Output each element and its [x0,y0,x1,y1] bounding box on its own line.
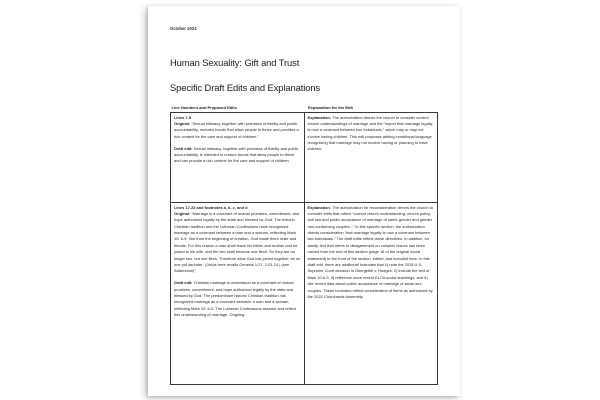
column-header-explanation: Explanation for the Edit [308,105,353,110]
line-reference-label: Lines 7-9 [174,114,192,120]
explanation-block [308,115,435,153]
table-row [171,112,438,202]
draft-edit-text: Christian marriage is understood as a covenant of mutual promises, commitment, and hope authorized legally by the state and blessed by God. The predominant historic Christian tradition has recognized marriage as a covenant between a man and a woman, reflecting Mark 10: 6-9. The Lutheran Confessions assume and reflect this understanding of marriage. Ongoing [174,280,296,318]
explanation-text: The authorization for reconsideration directs the church to consider edits that reflect “current church understanding, church policy, civil law and public acceptance of marriage of same-gender and gender non-conforming couples...” In this specific section, the authorization directs consideration “that marriage legally is now a covenant between two individuals.” The draft edits reflect these directives. In addition, for clarity, text that refers to disagreement on complex issues has been moved from the end of this section (page 18 of the original social statement) to the front of the section, edited, and included here. In this draft edit, there are additional footnotes that 1) note the 2015 U.S. Supreme Court decision in Obergefell v. Hodges, 2) include the text of Mark 10:6-9, 3) reference more recent ELCA social teachings, and 4) cite recent data about public acceptance of marriage of same-sex couples. These footnotes reflect consideration of items as authorized by the 2022 Churchwide Assembly. [307,204,433,299]
draft-edit-block [174,280,301,318]
cell-explanation-row-2 [304,202,438,384]
original-text: “Sexual intimacy, together with promises of fidelity and public accountability, nurtures bonds that allow people to thrive and provides a rich context for the care and support of children.” [174,120,299,139]
draft-edit-label: Draft edit: [174,145,194,151]
cell-explanation-row-1 [304,112,438,202]
table-header-row [171,105,438,112]
original-text-block [174,211,301,275]
line-reference-label: Lines 17-22 and footnotes a, b, c, and d [174,204,248,210]
draft-edit-text: Sexual intimacy, together with promises of fidelity and public accountability, is intended to nurture bonds that allow people to thrive and can provide a rich context for the care and support of children. [174,145,299,164]
document-title: Human Sexuality: Gift and Trust [170,57,300,68]
original-label: Original: [174,120,192,126]
document-date: October 2024 [170,26,197,31]
original-text-block [174,121,301,140]
proposed-edits-table [170,105,438,385]
cell-proposed-edits-row-2 [171,202,305,384]
draft-edit-block [174,146,301,165]
table-row [171,202,438,384]
document-subtitle: Specific Draft Edits and Explanations [170,82,321,93]
cell-proposed-edits-row-1 [171,112,305,202]
explanation-label: Explanation: [307,114,333,120]
explanation-block [308,205,435,301]
document-page [148,6,460,396]
original-text: “Marriage is a covenant of mutual promises, commitment, and hope authorized legally by the state and blessed by God. The historic Christian tradition and the Lutheran Confessions have recognized marriage as a covenant between a man and a woman, reflecting Mark 10: 6-9: ‘But from the beginning of creation, God made them male and female. For this reason a man shall leave his father and mother and be joined to his wife, and the two shall become one flesh. So they are no longer two, but one flesh. Therefore what God has joined together, let no one put asunder.’ (Jesus here recalls Genesis 1:27, 2:23-24.) (see Addendum)” [174,210,301,274]
explanation-label: Explanation: [307,204,333,210]
draft-edit-label: Draft edit: [174,280,194,286]
original-label: Original: [174,210,192,216]
column-header-line-numbers: Line Numbers and Proposed Edits [171,105,237,110]
explanation-text: The authorization directs the church to consider current church understandings of marriage and the “import that marriage legally is now a covenant between two individuals,” which may or may not involve having children. This edit proposes adding conditional language recognizing that marriage may not involve having or planning to have children. [307,114,433,152]
